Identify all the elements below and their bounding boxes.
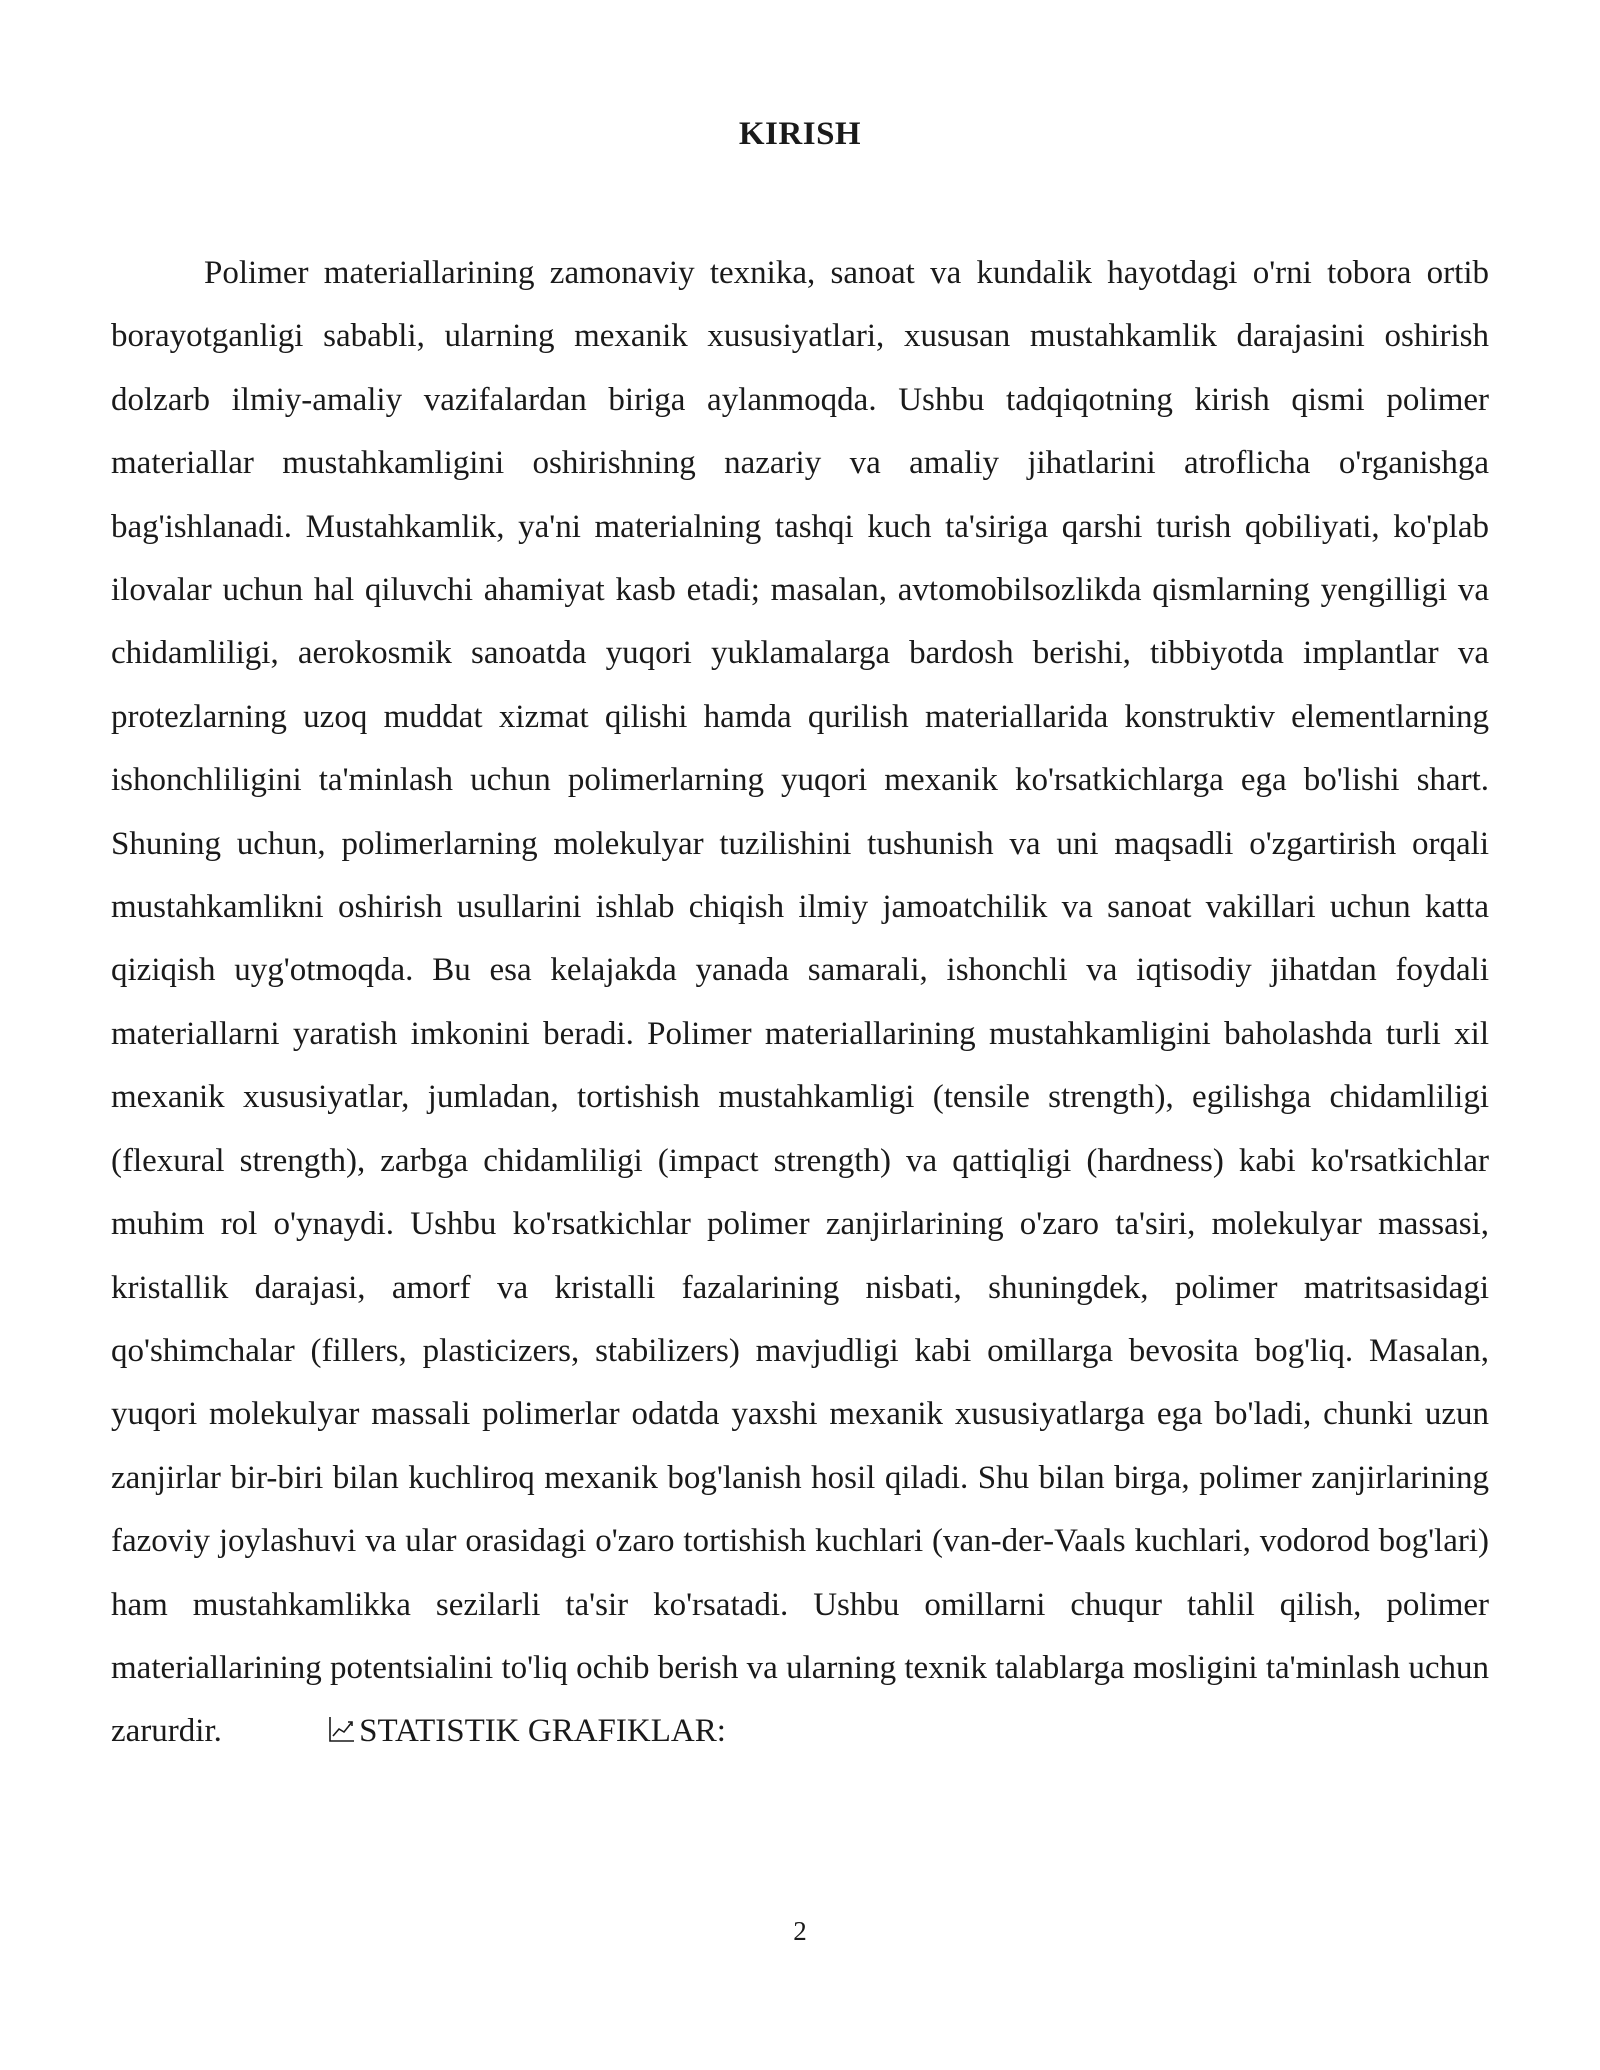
page-title: KIRISH — [738, 116, 862, 152]
body-paragraph — [111, 242, 1489, 1767]
chart-increasing-icon — [234, 1703, 357, 1766]
paragraph-text: Polimer materiallarining zamonaviy texnika, sanoat va kundalik hayotdagi o'rni tobora ortib borayotganligi sababli, ularning mexanik xususiyatlari, xususan mustahkamlik darajasini oshirish dolzarb ilmiy-amaliy vazifalardan biriga aylanmoqda. Ushbu tadqiqotning kirish qismi polimer materiallar mustahkamligini oshirishning nazariy va amaliy jihatlarini atroflicha o'rganishga bag'ishlanadi. Mustahkamlik, ya'ni materialning tashqi kuch ta'siriga qarshi turish qobiliyati, ko'plab ilovalar uchun hal qiluvchi ahamiyat kasb etadi; masalan, avtomobilsozlikda qismlarning yengilligi va chidamliligi, aerokosmik sanoatda yuqori yuklamalarga bardosh berishi, tibbiyotda implantlar va protezlarning uzoq muddat xizmat qilishi hamda qurilish materiallarida konstruktiv elementlarning ishonchliligini ta'minlash uchun polimerlarning yuqori mexanik ko'rsatkichlarga ega bo'lishi shart. Shuning uchun, polimerlarning molekulyar tuzilishini tushunish va uni maqsadli o'zgartirish orqali mustahkamlikni oshirish usullarini ishlab chiqish ilmiy jamoatchilik va sanoat vakillari uchun katta qiziqish uyg'otmoqda. Bu esa kelajakda yanada samarali, ishonchli va iqtisodiy jihatdan foydali materiallarni yaratish imkonini beradi. Polimer materiallarining mustahkamligini baholashda turli xil mexanik xususiyatlar, jumladan, tortishish mustahkamligi (tensile strength), egilishga chidamliligi (flexural strength), zarbga chidamliligi (impact strength) va qattiqligi (hardness) kabi ko'rsatkichlar muhim rol o'ynaydi. Ushbu ko'rsatkichlar polimer zanjirlarining o'zaro ta'siri, molekulyar massasi, kristallik darajasi, amorf va kristalli fazalarining nisbati, shuningdek, polimer matritsasidagi qo'shimchalar (fillers, plasticizers, stabilizers) mavjudligi kabi omillarga bevosita bog'liq. Masalan, yuqori molekulyar massali polimerlar odatda yaxshi mexanik xususiyatlarga ega bo'ladi, chunki uzun zanjirlar bir-biri bilan kuchliroq mexanik bog'lanish hosil qiladi. Shu bilan birga, polimer zanjirlarining fazoviy joylashuvi va ular orasidagi o'zaro tortishish kuchlari (van-der-Vaals kuchlari, vodorod bog'lari) ham mustahkamlikka sezilarli ta'sir ko'rsatadi. Ushbu omillarni chuqur tahlil qilish, polimer materiallarining potentsialini to'liq ochib berish va ularning texnik talablarga mosligini ta'minlash uchun zarurdir. — [111, 255, 1489, 1750]
section-label: STATISTIK GRAFIKLAR: — [359, 1713, 726, 1750]
page-number: 2 — [793, 1916, 807, 1946]
